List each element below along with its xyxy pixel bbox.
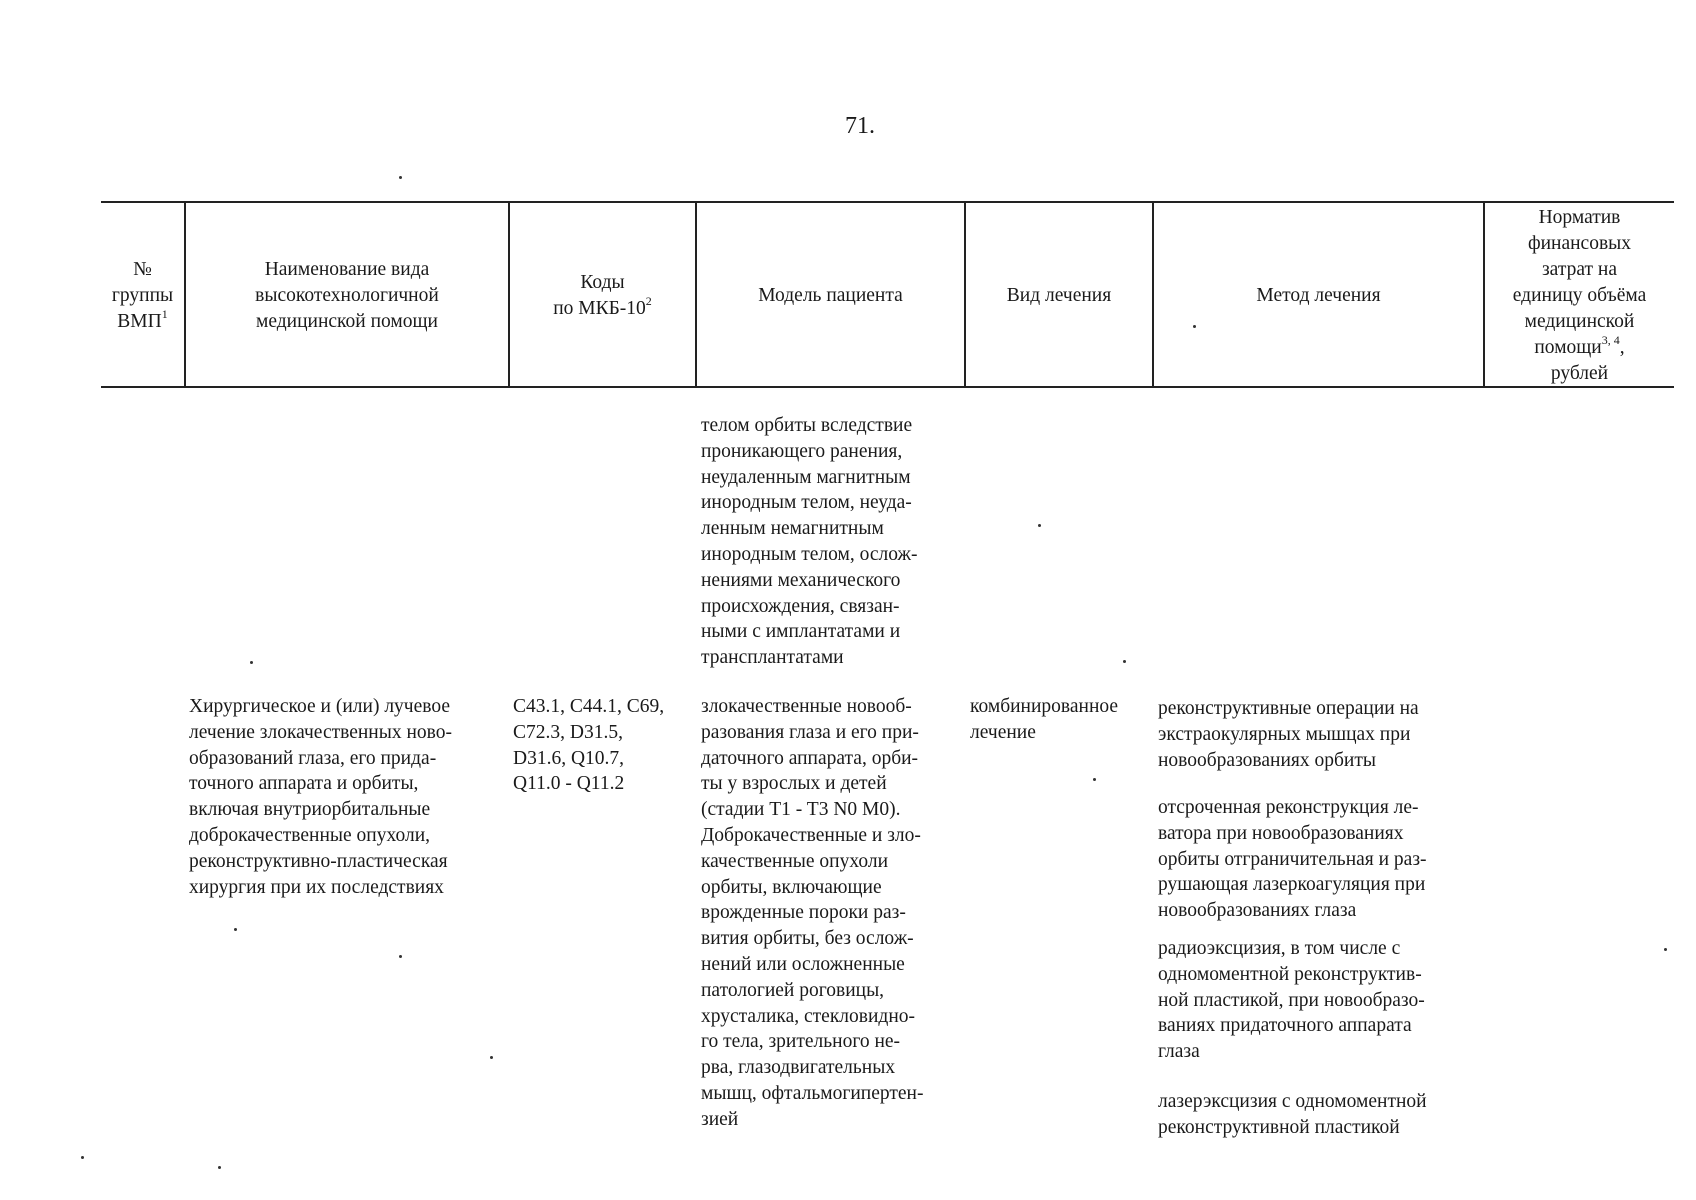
scan-speck — [490, 1056, 493, 1059]
cell-treatment-type: комбинированное лечение — [970, 696, 1119, 743]
header-treatment-type: Вид лечения — [1006, 285, 1112, 306]
scan-speck — [250, 661, 253, 664]
scan-speck — [234, 928, 237, 931]
cell-treatment-method-item: лазерэксцизия с одномоментной реконструктивной пластикой — [1158, 1091, 1427, 1138]
cell-treatment-method-item: реконструктивные операции на экстраокулярных мышцах при новообразованиях орбиты — [1158, 698, 1419, 771]
scan-speck — [1093, 778, 1096, 781]
scan-speck — [81, 1156, 84, 1159]
header-group-number: № группы ВМП$^1$ — [111, 259, 174, 332]
scan-speck — [1038, 524, 1041, 527]
continuation-patient-model: телом орбиты вследствие проникающего ранения, неудаленным магнитным инородным телом, неуда- ленным немагнитным инородным телом, ослож- нениями механического происхождения, связан- ными с имплантатами и трансплантатами — [701, 415, 918, 669]
header-cost-norm: Норматив финансовых затрат на единицу объёма медицинской помощи$^{3, 4}$, рублей — [1512, 207, 1647, 384]
scan-speck — [1664, 948, 1667, 951]
cell-icd-codes: C43.1, C44.1, C69, C72.3, D31.5, D31.6, Q10.7, Q11.0 - Q11.2 — [513, 696, 665, 795]
cell-treatment-method-item: отсроченная реконструкция ле- ватора при новообразованиях орбиты отграничительная и раз- рушающая лазеркоагуляция при новообразованиях глаза — [1158, 797, 1427, 922]
header-icd-codes: Коды по МКБ-$10^2$ — [553, 272, 652, 319]
header-patient-model: Модель пациента — [758, 285, 903, 306]
scan-speck — [218, 1166, 221, 1169]
cell-treatment-method-item: радиоэксцизия, в том числе с одномоментной реконструктив- ной пластикой, при новообразо- ваниях придаточного аппарата глаза — [1158, 938, 1425, 1063]
cell-care-type-name: Хирургическое и (или) лучевое лечение злокачественных ново- образований глаза, его прида- точного аппарата и орбиты, включая внутриорбитальные доброкачественные опухоли, реконструктивно-пластическая хирургия при их последствиях — [189, 696, 452, 898]
header-treatment-method: Метод лечения — [1256, 285, 1381, 306]
header-care-type-name: Наименование вида высокотехнологичной медицинской помощи — [255, 259, 439, 332]
page-number: 71. — [845, 113, 875, 139]
cell-patient-model: злокачественные новооб- разования глаза и его при- даточного аппарата, орби- ты у взрослых и детей (стадии T1 - T3 N0 M0). Доброкачественные и зло- качественные опухоли орбиты, включающие врожденные пороки раз- вития орбиты, без ослож- нений или осложненные патологией роговицы, хрусталика, стекловидно- го тела, зрительного не- рва, глазодвигательных мышц, офтальмогипертен- зией — [701, 696, 924, 1130]
scan-speck — [399, 955, 402, 958]
scan-speck — [399, 176, 402, 179]
scan-speck — [1123, 660, 1126, 663]
